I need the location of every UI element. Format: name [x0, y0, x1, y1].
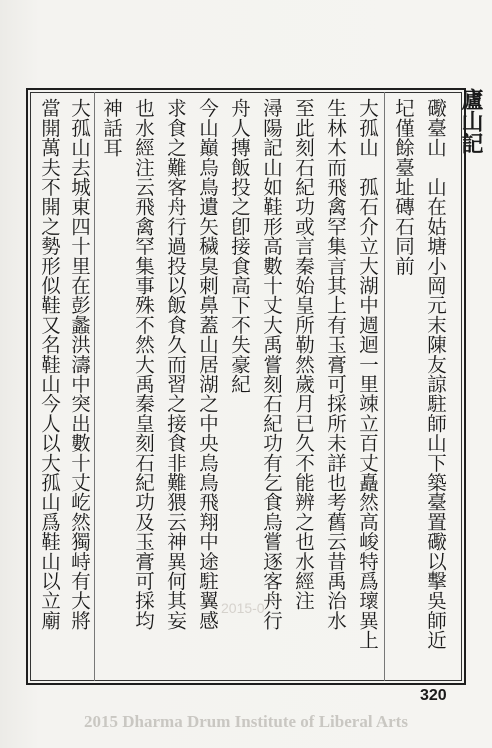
text-column-9: 求食之難客舟行過投以飯食久而習之接食非難猥云神異何其妄 [164, 98, 187, 630]
text-column-7: 舟人摶飯投之卽接食高下不失豪紀 [228, 98, 251, 394]
text-column-3: 大孤山 孤石介立大湖中週迴一里竦立百丈矗然高峻特爲瓌異上 [356, 98, 379, 650]
text-column-1: 礮臺山 山在姑塘小岡元末陳友諒駐師山下築臺置礮以擊吳師近 [424, 98, 447, 650]
text-column-10: 也水經注云飛禽罕集事殊不然大禹秦皇刻石紀功及玉膏可採均 [132, 98, 155, 630]
text-column-12: 大孤山去城東四十里在彭蠡洪濤中突出數十丈屹然獨峙有大將 [68, 98, 91, 630]
text-column-4: 生林木而飛禽罕集言其上有玉膏可採所未詳也考舊云昔禹治水 [324, 98, 347, 630]
text-column-13: 當開萬夫不開之勢形似鞋又名鞋山今人以大孤山爲鞋山以立廟 [38, 98, 61, 630]
text-column-8: 今山巔烏鳥遺矢穢臭刺鼻蓋山居湖之中央烏鳥飛翔中途駐翼感 [196, 98, 219, 630]
scan-stamp: 2015-0 [221, 600, 265, 616]
watermark-text: 2015 Dharma Drum Institute of Liberal Arts [84, 712, 408, 731]
book-header-title: 廬山記 [458, 88, 484, 154]
text-column-6: 潯陽記山如鞋形高數十丈大禹嘗刻石紀功有乞食烏嘗逐客舟行 [260, 98, 283, 630]
column-divider [94, 92, 95, 681]
text-column-5: 至此刻石紀功或言秦始皇所勒然歲月已久不能辨之也水經注 [292, 98, 315, 611]
text-column-11: 神話耳 [100, 98, 123, 158]
page-number: 320 [420, 687, 447, 704]
column-divider [384, 92, 385, 681]
text-column-2: 圮僅餘臺址磚石同前 [392, 98, 415, 276]
